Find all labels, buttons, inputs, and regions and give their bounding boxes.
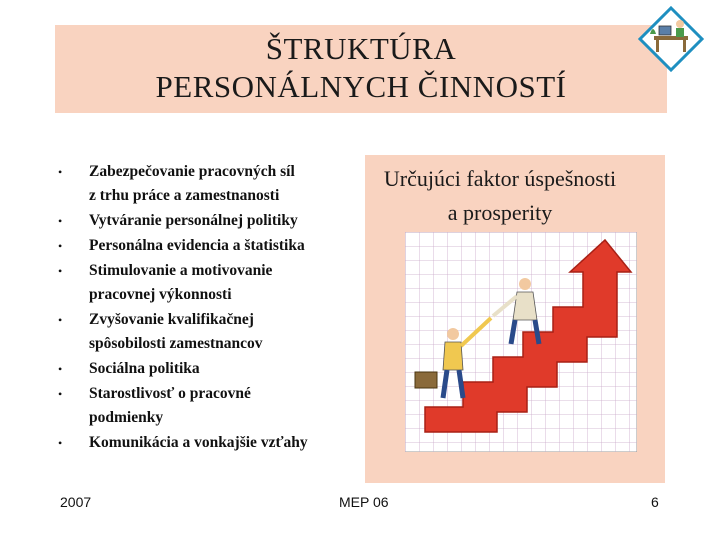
bullet-dot: •: [58, 264, 63, 278]
panel-caption-line-2: a prosperity: [447, 200, 553, 225]
activity-list: [58, 160, 358, 456]
list-item-line: podmienky: [89, 409, 164, 426]
bullet-dot: •: [58, 239, 63, 253]
list-item-line: z trhu práce a zamestnanosti: [89, 187, 280, 204]
footer-code: MEP 06: [339, 494, 389, 510]
bullet-dot: •: [58, 313, 63, 327]
office-worker-clipart-icon: [638, 6, 704, 72]
bullet-dot: •: [58, 214, 63, 228]
list-item-line: Sociálna politika: [89, 360, 200, 377]
list-item: [58, 382, 358, 430]
panel-caption: [365, 162, 635, 230]
bullet-dot: •: [58, 165, 63, 179]
slide-title: [55, 30, 667, 106]
list-item-line: Vytváranie personálnej politiky: [89, 212, 298, 229]
list-item-line: spôsobilosti zamestnancov: [89, 335, 263, 352]
list-item-line: Komunikácia a vonkajšie vzťahy: [89, 434, 308, 451]
bullet-dot: •: [58, 362, 63, 376]
bullet-dot: •: [58, 387, 63, 401]
panel-caption-line-1: Určujúci faktor úspešnosti: [383, 166, 617, 191]
list-item-line: Starostlivosť o pracovné: [89, 385, 251, 402]
title-line-2: PERSONÁLNYCH ČINNOSTÍ: [155, 69, 567, 104]
list-item-line: Personálna evidencia a štatistika: [89, 237, 305, 254]
list-item: [58, 431, 358, 455]
footer-year: 2007: [60, 494, 92, 510]
list-item-line: Stimulovanie a motivovanie: [89, 262, 273, 279]
bullet-dot: •: [58, 436, 63, 450]
list-item: [58, 234, 358, 258]
list-item: [58, 308, 358, 356]
rising-arrow-teamwork-clipart-icon: [405, 232, 637, 452]
list-item-line: pracovnej výkonnosti: [89, 286, 232, 303]
list-item-line: Zabezpečovanie pracovných síl: [89, 163, 295, 180]
list-item: [58, 209, 358, 233]
title-line-1: ŠTRUKTÚRA: [265, 31, 457, 66]
list-item-line: Zvyšovanie kvalifikačnej: [89, 311, 254, 328]
list-item: [58, 259, 358, 307]
list-item: [58, 357, 358, 381]
list-item: [58, 160, 358, 208]
page-number: 6: [651, 494, 659, 510]
